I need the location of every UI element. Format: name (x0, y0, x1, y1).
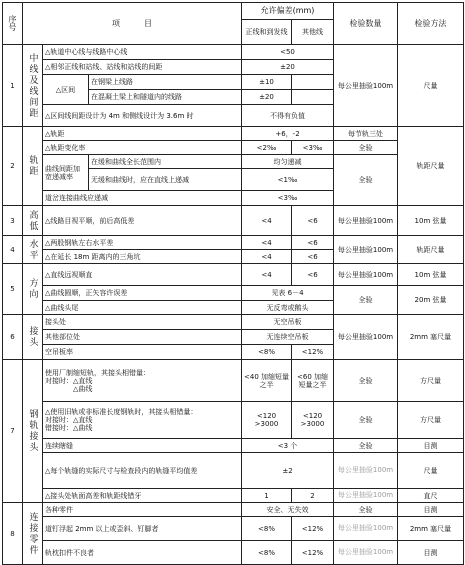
sec8-r1-method: 目测 (398, 503, 464, 517)
sec1-method: 尺量 (398, 45, 464, 127)
header-other-line: 其他线 (292, 20, 334, 45)
sec7-r3-val: <3 个 (242, 439, 334, 453)
sec3-main: <4 (242, 206, 292, 236)
sec2-r5-item: 道岔连接曲线应递减 (43, 191, 242, 206)
sec4-qty: 每公里抽验100m (334, 236, 398, 264)
sec2-name: 轨距 (23, 127, 43, 206)
sec2-r1-val: +6，-2 (242, 127, 334, 141)
sec2-r3-item: 在缓和曲线全长范围内 (89, 155, 242, 169)
sec7-r5-item: △接头处轨面高差和轨距线错牙 (43, 489, 242, 503)
sec2-no: 2 (3, 127, 23, 206)
sec7-r3-item: 连续瞎缝 (43, 439, 242, 453)
sec5-r1-other: <6 (292, 264, 334, 286)
sec2-r1-item: △轨距 (43, 127, 242, 141)
sec8-r2-other: <12% (292, 517, 334, 541)
sec3-item: △线路目视平顺，前后高低差 (43, 206, 242, 236)
header-main-line: 正线和到发线 (242, 20, 292, 45)
sec3-method: 10m 弦量 (398, 206, 464, 236)
sec7-r4-qty: 每公里抽验100m (334, 453, 398, 489)
sec8-r2-qty: 每公里抽验100m (334, 517, 398, 541)
sec1-r2-item: △相邻正线和站线、站线和站线的间距 (43, 60, 242, 75)
sec5-r1-qty: 每公里抽验100m (334, 264, 398, 286)
sec2-r4-item: 无缓和曲线时，应在直线上递减 (89, 169, 242, 191)
sec5-r3-val: 无反弯或鹅头 (242, 301, 334, 315)
sec8-r1-item: 各种零件 (43, 503, 242, 517)
sec8-no: 8 (3, 503, 23, 565)
sec8-name: 连接零件 (23, 503, 43, 565)
sec7-r1-line-1: 对接时：△直线 (45, 376, 93, 385)
sec6-r3-other: <12% (292, 345, 334, 360)
sec1-r4-item: 在混凝土梁上和隧道内的线路 (89, 90, 242, 105)
sec7-r1-title: 使用厂制缩短轨，其接头相错量： (45, 368, 150, 377)
sec7-r2-line-2: 错接时：△曲线 (45, 424, 93, 432)
sec2-r5-val: <3‰ (242, 191, 334, 206)
sec5-no: 5 (3, 264, 23, 315)
sec6-r1-val: 无空吊板 (242, 315, 334, 330)
sec7-r2-line-1: 对接时：△直线 (45, 416, 93, 424)
sec5-r2-val: 见表 6－4 (242, 286, 334, 301)
sec7-no: 7 (3, 360, 23, 503)
sec2-r1-qty: 每节轨三处 (334, 127, 398, 141)
sec7-r2-qty: 全验 (334, 402, 398, 439)
sec6-r2-item: 其他部位处 (43, 330, 242, 345)
sec4-r1-item: △两股钢轨左右水平差 (43, 236, 242, 250)
sec1-qty: 每公里抽验100m (334, 45, 398, 127)
sec5-r2-method: 20m 弦量 (398, 286, 464, 315)
inspection-standard-table (2, 2, 464, 565)
sec7-r1-line-2: △曲线 (45, 384, 93, 393)
sec5-r2-qty: 全验 (334, 286, 398, 315)
sec2-r2-qty: 全验 (334, 141, 398, 155)
sec5-r2-item: △曲线圆顺，正矢容许误差 (43, 286, 242, 301)
sec7-r3-qty: 全验 (334, 439, 398, 453)
sec7-r4-item: △每个轨缝的实际尺寸与检查段内的轨缝平均值差 (43, 453, 242, 489)
sec2-method: 轨距尺量 (398, 127, 464, 206)
sec2-r4-qty: 全验 (334, 155, 398, 206)
sec7-r1-other: <60 加缩短量之半 (292, 360, 334, 402)
header-item: 项 目 (23, 3, 242, 45)
sec8-r3-method: 目测 (398, 541, 464, 565)
sec1-r3-item: 在钢梁上线路 (89, 75, 242, 90)
sec5-r3-item: △曲线头尾 (43, 301, 242, 315)
sec7-r5-other: 2 (292, 489, 334, 503)
sec1-zone: △区间 (43, 75, 89, 105)
sec6-r3-main: <8% (242, 345, 292, 360)
sec7-r4-method: 尺量 (398, 453, 464, 489)
sec4-method: 轨距尺量 (398, 236, 464, 264)
sec5-name: 方向 (23, 264, 43, 315)
sec6-method: 2mm 塞尺量 (398, 315, 464, 360)
sec2-r2-item: △轨距变化率 (43, 141, 242, 155)
sec7-r2-main: <120 >3000 (242, 402, 292, 439)
sec1-r1-val: <50 (242, 45, 334, 60)
sec3-qty: 每公里抽验100m (334, 206, 398, 236)
sec6-r2-val: 无连续空吊板 (242, 330, 334, 345)
sec7-r1-main: <40 加缩短量之半 (242, 360, 292, 402)
sec8-r3-qty: 每公里抽验100m (334, 541, 398, 565)
sec1-name: 中线及线间距 (23, 45, 43, 127)
sec7-r5-method: 直尺 (398, 489, 464, 503)
sec1-r5-val: 不得有负值 (242, 105, 334, 127)
sec1-r5-item: △区间线间距设计为 4m 和侧线设计为 3.6m 时 (43, 105, 242, 127)
sec8-r3-other: <12% (292, 541, 334, 565)
sec6-r3-item: 空吊板率 (43, 345, 242, 360)
sec2-r2-other: <3‰ (292, 141, 334, 155)
sec8-r3-item: 轨枕扣件不良者 (43, 541, 242, 565)
sec7-r2-title: △使用旧轨或非标准长度钢轨时，其接头相错量： (45, 408, 198, 416)
sec8-r3-main: <8% (242, 541, 292, 565)
sec7-r2-other: <120 >3000 (292, 402, 334, 439)
sec2-r2-main: <2‰ (242, 141, 292, 155)
sec4-r1-main: <4 (242, 236, 292, 250)
sec4-no: 4 (3, 236, 23, 264)
sec7-r1-method: 方尺量 (398, 360, 464, 402)
header-method: 检验方法 (398, 3, 464, 45)
sec7-r5-qty: 每公里抽验100m (334, 489, 398, 503)
sec4-r2-item: △在延长 18m 距离内的三角坑 (43, 250, 242, 264)
header-seq: 序号 (3, 3, 23, 45)
sec8-r1-qty: 全验 (334, 503, 398, 517)
sec4-r1-other: <6 (292, 236, 334, 250)
sec4-r2-main: <4 (242, 250, 292, 264)
sec8-r1-val: 安全、无失效 (242, 503, 334, 517)
sec8-r2-item: 道钉浮起 2mm 以上或歪斜、钉脚者 (43, 517, 242, 541)
sec1-r4-main: ±20 (242, 90, 292, 105)
sec4-name: 水平 (23, 236, 43, 264)
sec7-r3-method: 目测 (398, 439, 464, 453)
sec6-r1-item: 接头处 (43, 315, 242, 330)
sec2-r4-val: <1‰ (242, 169, 334, 191)
sec4-r2-other: <6 (292, 250, 334, 264)
sec1-r2-val: ±20 (242, 60, 334, 75)
sec5-r1-item: △直线远视顺直 (43, 264, 242, 286)
sec7-r1-qty: 全验 (334, 360, 398, 402)
sec3-no: 3 (3, 206, 23, 236)
sec1-r3-main: ±10 (242, 75, 292, 90)
sec6-name: 接头 (23, 315, 43, 360)
sec1-no: 1 (3, 45, 23, 127)
header-qty: 检验数量 (334, 3, 398, 45)
sec7-r4-val: ±2 (242, 453, 334, 489)
sec5-r1-main: <4 (242, 264, 292, 286)
sec6-no: 6 (3, 315, 23, 360)
sec7-r5-main: 1 (242, 489, 292, 503)
sec3-name: 高低 (23, 206, 43, 236)
sec8-r2-method: 2mm 塞尺量 (398, 517, 464, 541)
sec7-r2-method: 方尺量 (398, 402, 464, 439)
sec3-other: <6 (292, 206, 334, 236)
sec6-qty: 每公里抽验100m (334, 315, 398, 360)
sec2-sub: 曲线间距加宽递减率 (43, 155, 89, 191)
header-tolerance: 允许偏差(mm) (242, 3, 334, 20)
sec1-r1-item: △轨道中心线与线路中心线 (43, 45, 242, 60)
sec8-r2-main: <8% (242, 517, 292, 541)
sec7-name: 钢轨接头 (23, 360, 43, 503)
sec5-r1-method: 10m 弦量 (398, 264, 464, 286)
sec2-r3-val: 均匀递减 (242, 155, 334, 169)
